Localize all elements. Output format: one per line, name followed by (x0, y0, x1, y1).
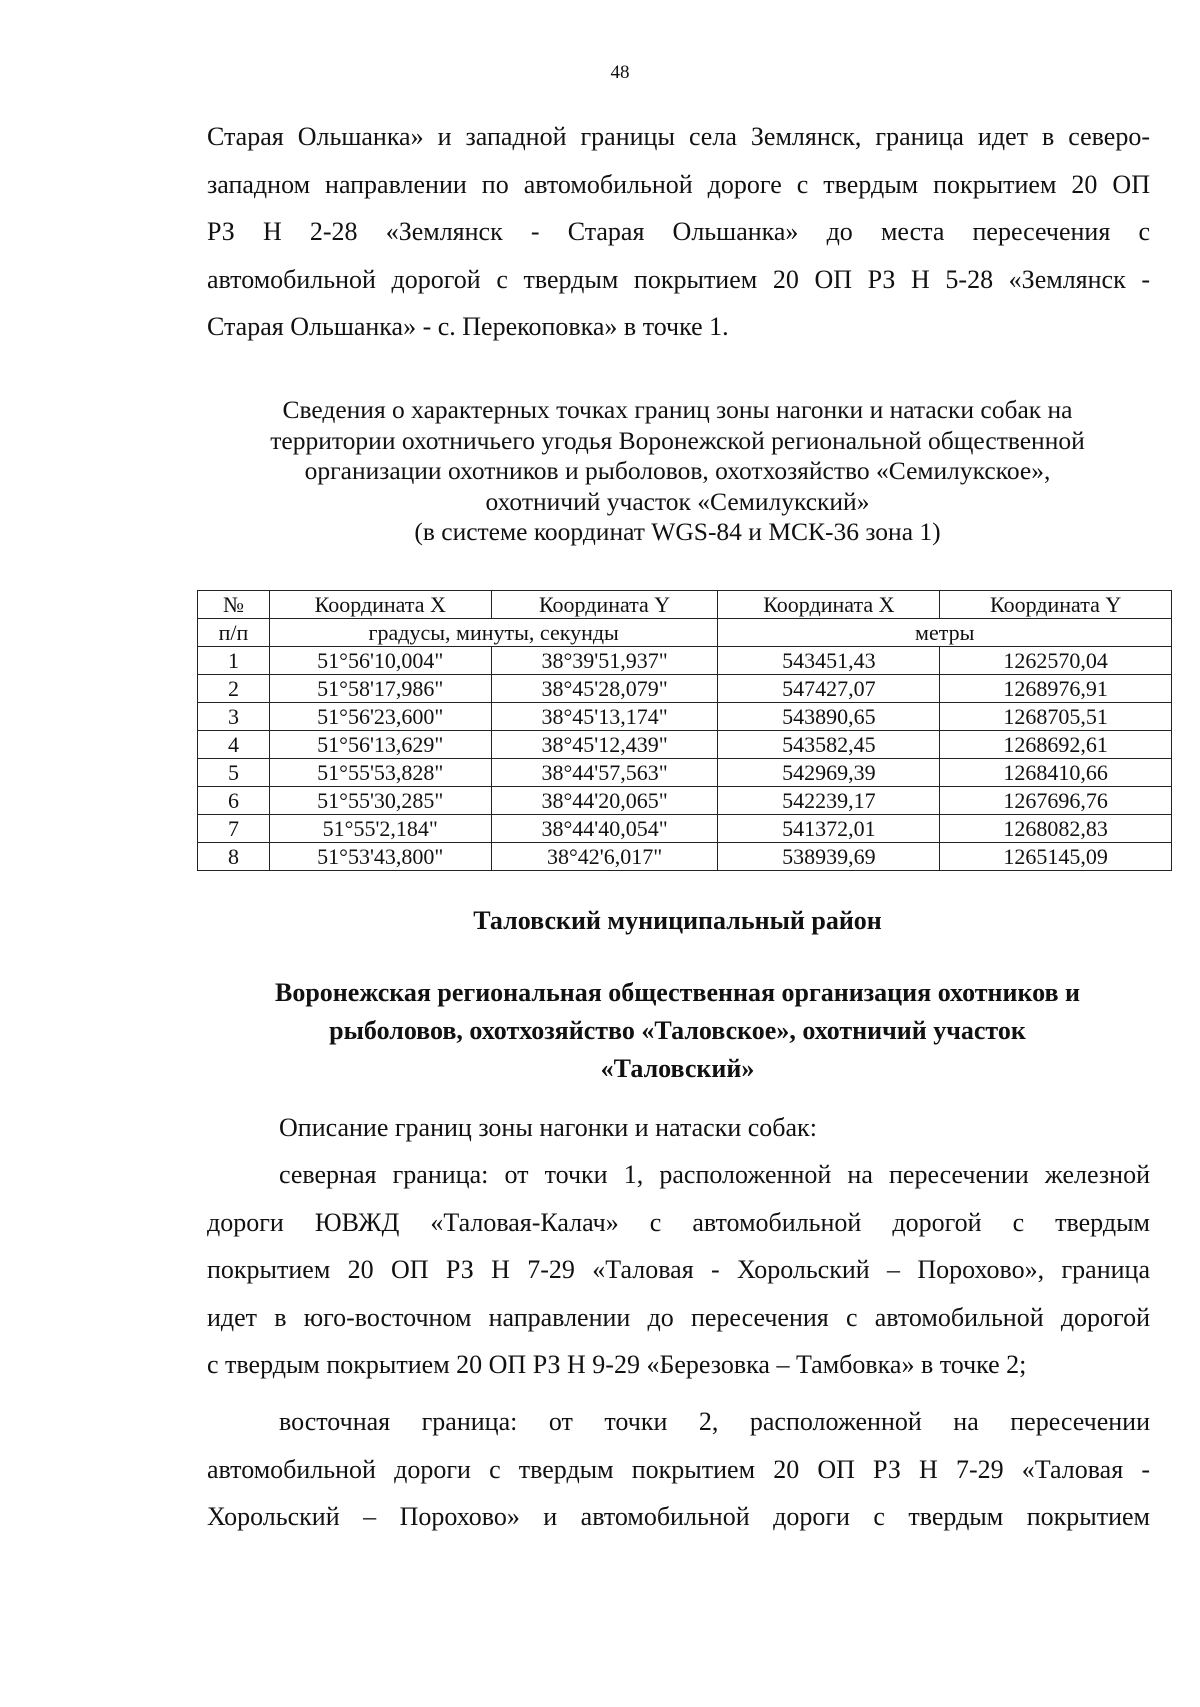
boundary-paragraph-continued (207, 113, 1150, 351)
table-row (198, 843, 1172, 871)
text-line: северная граница: от точки 1, расположенной на пересечении железной (279, 1160, 1150, 1189)
unit-degrees: градусы, минуты, секунды (269, 619, 718, 647)
cell-x-deg: 51°55'30,285" (269, 787, 491, 815)
text-line: покрытием 20 ОП РЗ Н 7-29 «Таловая - Хорольский – Порохово», граница (207, 1255, 1150, 1284)
cell-no: 6 (198, 787, 270, 815)
cell-no: 2 (198, 675, 270, 703)
coordinates-table (197, 590, 1172, 871)
cell-x-deg: 51°55'2,184" (269, 815, 491, 843)
table-caption (200, 395, 1155, 548)
cell-x-m: 547427,07 (718, 675, 940, 703)
cell-y-m: 1265145,09 (940, 843, 1172, 871)
cell-x-deg: 51°58'17,986" (269, 675, 491, 703)
header-no-sub: п/п (198, 619, 270, 647)
cell-y-m: 1268705,51 (940, 703, 1172, 731)
cell-x-m: 543582,45 (718, 731, 940, 759)
text-line: Старая Ольшанка» и западной границы села Землянск, граница идет в северо- (207, 122, 1150, 151)
cell-x-m: 543890,65 (718, 703, 940, 731)
description-title-paragraph (207, 1104, 1150, 1152)
text-line: РЗ Н 2-28 «Землянск - Старая Ольшанка» до места пересечения с (207, 217, 1150, 246)
table-row (198, 703, 1172, 731)
cell-x-deg: 51°56'23,600" (269, 703, 491, 731)
text-line: Хорольский – Порохово» и автомобильной дороги с твердым покрытием (207, 1502, 1150, 1531)
north-boundary-paragraph (207, 1151, 1150, 1389)
cell-y-m: 1268976,91 (940, 675, 1172, 703)
cell-no: 5 (198, 759, 270, 787)
cell-y-deg: 38°42'6,017" (491, 843, 718, 871)
cell-x-deg: 51°53'43,800" (269, 843, 491, 871)
cell-y-deg: 38°44'20,065" (491, 787, 718, 815)
table-row (198, 759, 1172, 787)
text-line: дороги ЮВЖД «Таловая-Калач» с автомобильной дорогой с твердым (207, 1207, 1150, 1237)
caption-line: (в системе координат WGS-84 и МСК-36 зона 1) (414, 517, 941, 546)
table-row (198, 675, 1172, 703)
text-line: автомобильной дороги с твердым покрытием 20 ОП РЗ Н 7-29 «Таловая - (207, 1454, 1150, 1484)
text-line: восточная граница: от точки 2, расположенной на пересечении (279, 1407, 1150, 1436)
caption-line: организации охотников и рыболовов, охотхозяйство «Семилукское», (304, 456, 1051, 485)
header-y-deg: Координата Y (491, 591, 718, 619)
unit-meters: метры (718, 619, 1172, 647)
table-row (198, 647, 1172, 675)
header-x-deg: Координата X (269, 591, 491, 619)
cell-y-m: 1268082,83 (940, 815, 1172, 843)
cell-x-m: 543451,43 (718, 647, 940, 675)
cell-y-m: 1268410,66 (940, 759, 1172, 787)
cell-y-m: 1262570,04 (940, 647, 1172, 675)
cell-no: 8 (198, 843, 270, 871)
cell-no: 7 (198, 815, 270, 843)
caption-line: Сведения о характерных точках границ зоны нагонки и натаски собак на (282, 395, 1073, 424)
header-no: № (198, 591, 270, 619)
cell-y-deg: 38°45'12,439" (491, 731, 718, 759)
cell-x-m: 542239,17 (718, 787, 940, 815)
cell-y-m: 1267696,76 (940, 787, 1172, 815)
cell-x-deg: 51°55'53,828" (269, 759, 491, 787)
table-header-row (198, 591, 1172, 619)
cell-y-deg: 38°45'28,079" (491, 675, 718, 703)
heading-line: «Таловский» (600, 1054, 755, 1083)
table-units-row (198, 619, 1172, 647)
cell-y-deg: 38°39'51,937" (491, 647, 718, 675)
table-row (198, 731, 1172, 759)
text-line: идет в юго-восточном направлении до пересечения с автомобильной дорогой (207, 1302, 1150, 1332)
cell-no: 3 (198, 703, 270, 731)
caption-line: охотничий участок «Семилукский» (485, 486, 870, 516)
page-number: 48 (610, 62, 630, 83)
cell-no: 4 (198, 731, 270, 759)
cell-y-deg: 38°45'13,174" (491, 703, 718, 731)
east-boundary-paragraph (207, 1398, 1150, 1541)
header-y-m: Координата Y (940, 591, 1172, 619)
cell-y-deg: 38°44'40,054" (491, 815, 718, 843)
text-line: автомобильной дорогой с твердым покрытием 20 ОП РЗ Н 5-28 «Землянск - (207, 264, 1150, 294)
caption-line: территории охотничьего угодья Воронежской региональной общественной (270, 425, 1085, 455)
cell-no: 1 (198, 647, 270, 675)
heading-line: рыболовов, охотхозяйство «Таловское», охотничий участок (329, 1016, 1026, 1045)
cell-x-m: 541372,01 (718, 815, 940, 843)
organization-heading (200, 974, 1155, 1088)
header-x-m: Координата X (718, 591, 940, 619)
cell-x-m: 538939,69 (718, 843, 940, 871)
description-title: Описание границ зоны нагонки и натаски собак: (279, 1113, 817, 1142)
heading-line: Воронежская региональная общественная организация охотников и (275, 978, 1080, 1007)
cell-x-deg: 51°56'13,629" (269, 731, 491, 759)
cell-x-deg: 51°56'10,004" (269, 647, 491, 675)
cell-y-m: 1268692,61 (940, 731, 1172, 759)
table-row (198, 787, 1172, 815)
cell-x-m: 542969,39 (718, 759, 940, 787)
table-row (198, 815, 1172, 843)
text-line: западном направлении по автомобильной дороге с твердым покрытием 20 ОП (207, 169, 1150, 199)
cell-y-deg: 38°44'57,563" (491, 759, 718, 787)
text-line: с твердым покрытием 20 ОП РЗ Н 9-29 «Березовка – Тамбовка» в точке 2; (207, 1350, 1027, 1379)
text-line: Старая Ольшанка» - с. Перекоповка» в точке 1. (207, 312, 729, 341)
district-heading: Таловский муниципальный район (473, 906, 882, 935)
